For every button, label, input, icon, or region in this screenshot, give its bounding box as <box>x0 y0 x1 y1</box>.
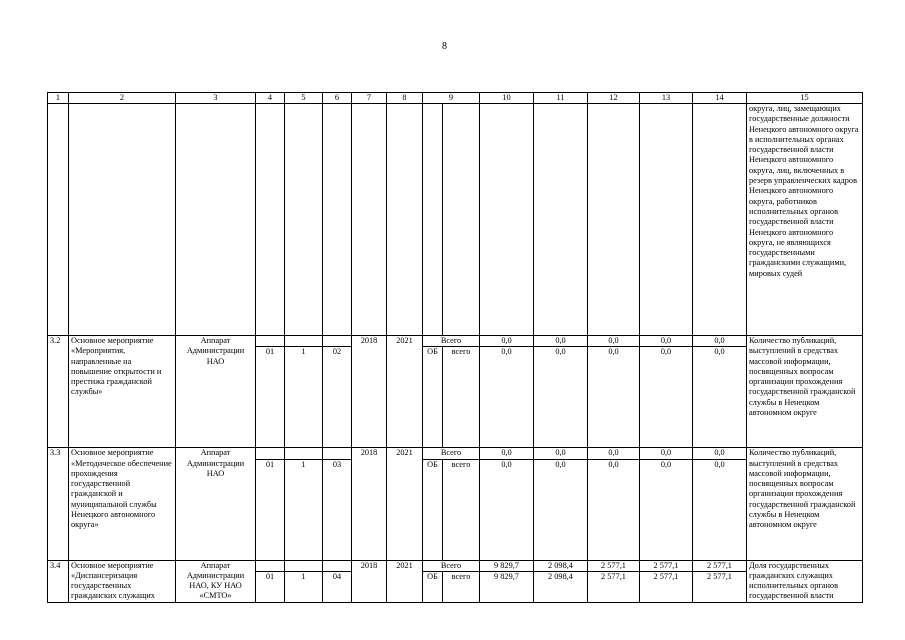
program-table <box>47 92 863 603</box>
value: 0,0 <box>534 336 588 347</box>
executor: Аппарат Администрации НАО <box>176 336 256 448</box>
header-cell: 12 <box>588 93 640 104</box>
value: 0,0 <box>640 347 693 448</box>
header-cell: 6 <box>323 93 352 104</box>
code-4: 01 <box>256 347 285 448</box>
header-cell: 3 <box>176 93 256 104</box>
value: 0,0 <box>480 448 534 459</box>
value: 0,0 <box>693 448 747 459</box>
source-sub: всего <box>443 459 480 560</box>
value: 2 577,1 <box>693 560 747 572</box>
indicator-text: Количество публикаций, выступлений в средствах массовой информации, посвященных вопросам организации прохождения государственной гражданской службы в Ненецком автономном округе <box>747 336 863 448</box>
end-year: 2021 <box>387 448 423 560</box>
value: 9 829,7 <box>480 572 534 603</box>
header-cell: 7 <box>352 93 387 104</box>
value: 0,0 <box>534 459 588 560</box>
code-6: 02 <box>323 347 352 448</box>
value: 0,0 <box>693 347 747 448</box>
source-total: Всего <box>423 336 480 347</box>
indicator-text: Количество публикаций, выступлений в средствах массовой информации, посвященных вопросам организации прохождения государственной гражданской службы в Ненецком автономном округе <box>747 448 863 560</box>
source-sub: всего <box>443 572 480 603</box>
row-number: 3.4 <box>48 560 69 602</box>
source-ob: ОБ <box>423 459 443 560</box>
table-row <box>48 336 863 347</box>
value: 0,0 <box>534 448 588 459</box>
source-total: Всего <box>423 448 480 459</box>
header-cell: 14 <box>693 93 747 104</box>
code-5: 1 <box>285 459 323 560</box>
source-sub: всего <box>443 347 480 448</box>
activity-name: Основное мероприятие «Методическое обеспечение прохождения государственной гражданской и муниципальной службы Ненецкого автономного округа» <box>69 448 176 560</box>
start-year: 2018 <box>352 448 387 560</box>
indicator-text: Доля государственных гражданских служащих исполнительных органов государственной власти <box>747 560 863 602</box>
start-year: 2018 <box>352 336 387 448</box>
code-5: 1 <box>285 347 323 448</box>
code-6: 04 <box>323 572 352 603</box>
end-year: 2021 <box>387 336 423 448</box>
value: 2 577,1 <box>588 560 640 572</box>
header-cell: 1 <box>48 93 69 104</box>
value: 0,0 <box>480 336 534 347</box>
value: 2 098,4 <box>534 572 588 603</box>
header-cell: 11 <box>534 93 588 104</box>
activity-name: Основное мероприятие «Диспансеризация государственных гражданских служащих <box>69 560 176 602</box>
header-cell: 2 <box>69 93 176 104</box>
value: 0,0 <box>480 459 534 560</box>
continuation-row <box>48 104 863 336</box>
value: 0,0 <box>588 448 640 459</box>
table-row <box>48 560 863 572</box>
value: 0,0 <box>640 448 693 459</box>
source-total: Всего <box>423 560 480 572</box>
value: 0,0 <box>640 336 693 347</box>
header-cell: 8 <box>387 93 423 104</box>
header-cell: 15 <box>747 93 863 104</box>
value: 0,0 <box>534 347 588 448</box>
header-cell: 9 <box>423 93 480 104</box>
value: 0,0 <box>588 347 640 448</box>
source-ob: ОБ <box>423 572 443 603</box>
code-4: 01 <box>256 459 285 560</box>
header-cell: 4 <box>256 93 285 104</box>
start-year: 2018 <box>352 560 387 602</box>
row-number: 3.3 <box>48 448 69 560</box>
code-5: 1 <box>285 572 323 603</box>
header-cell: 13 <box>640 93 693 104</box>
value: 2 577,1 <box>640 560 693 572</box>
value: 0,0 <box>640 459 693 560</box>
value: 2 577,1 <box>588 572 640 603</box>
value: 0,0 <box>693 459 747 560</box>
value: 2 577,1 <box>693 572 747 603</box>
value: 0,0 <box>480 347 534 448</box>
value: 0,0 <box>693 336 747 347</box>
table-row <box>48 448 863 459</box>
indicator-text: округа, лиц, замещающих государственные должности Ненецкого автономного округа в исполнительных органах государственной власти Ненецкого автономного округа, лиц, включенных в резерв управленческих кадров Ненецкого автономного округа, работников исполнительных органов государственной власти Ненецкого автономного округа, не являющихся государственными гражданскими служащими, мировых судей <box>747 104 863 336</box>
value: 9 829,7 <box>480 560 534 572</box>
value: 2 577,1 <box>640 572 693 603</box>
page-number: 8 <box>442 41 447 52</box>
code-6: 03 <box>323 459 352 560</box>
executor: Аппарат Администрации НАО, КУ НАО «СМТО» <box>176 560 256 602</box>
header-cell: 10 <box>480 93 534 104</box>
end-year: 2021 <box>387 560 423 602</box>
source-ob: ОБ <box>423 347 443 448</box>
row-number: 3.2 <box>48 336 69 448</box>
header-row <box>48 93 863 104</box>
executor: Аппарат Администрации НАО <box>176 448 256 560</box>
code-4: 01 <box>256 572 285 603</box>
value: 0,0 <box>588 336 640 347</box>
value: 2 098,4 <box>534 560 588 572</box>
value: 0,0 <box>588 459 640 560</box>
header-cell: 5 <box>285 93 323 104</box>
activity-name: Основное мероприятие «Мероприятия, направленные на повышение открытости и престижа гражданской службы» <box>69 336 176 448</box>
